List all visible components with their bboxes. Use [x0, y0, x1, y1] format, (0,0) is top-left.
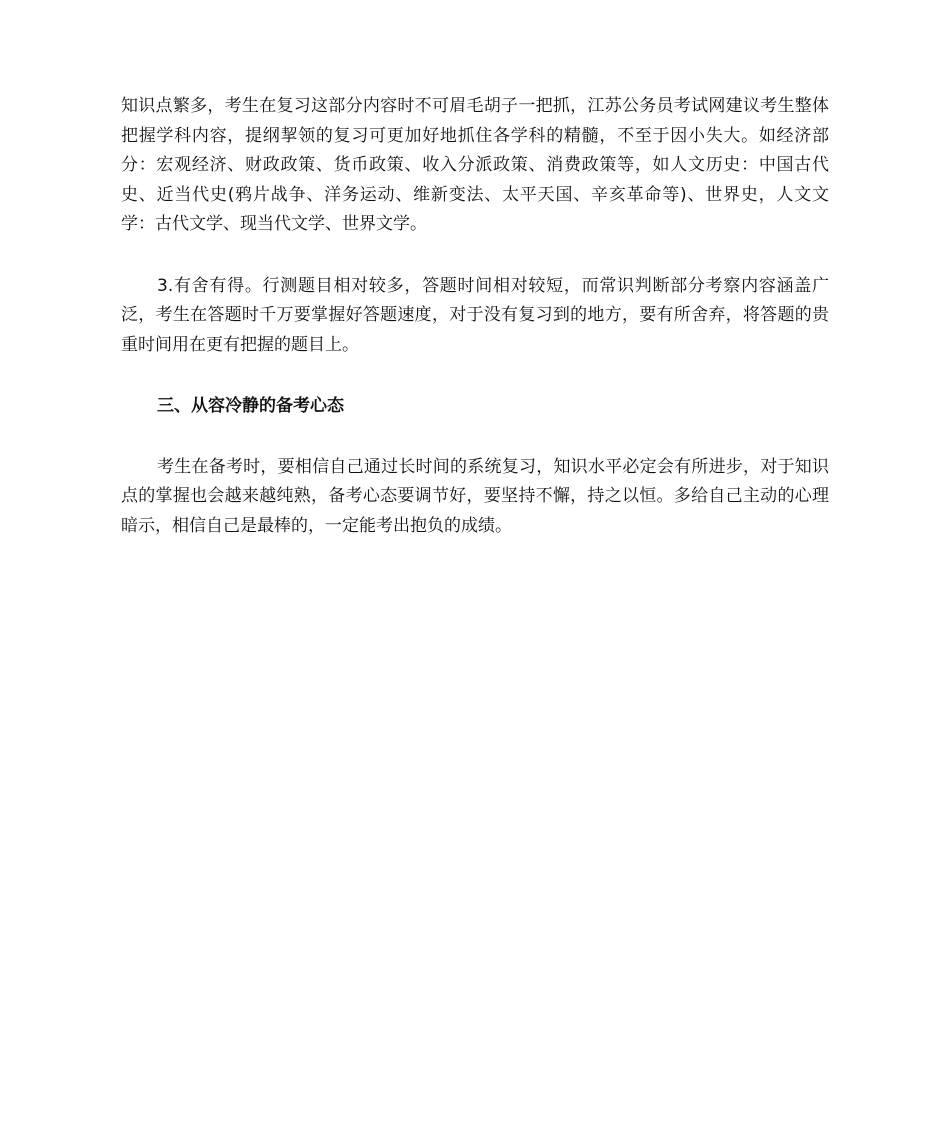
body-paragraph-knowledge-points: 知识点繁多，考生在复习这部分内容时不可眉毛胡子一把抓，江苏公务员考试网建议考生整体把握学科内容，提纲挈领的复习可更加好地抓住各学科的精髓，不至于因小失大。如经济部分：宏观经济、财政政策、货币政策、收入分派政策、消费政策等，如人文历史：中国古代史、近当代史(鸦片战争、洋务运动、维新变法、太平天国、辛亥革命等)、世界史，人文文学：古代文学、现当代文学、世界文学。 [121, 96, 829, 234]
body-paragraph-trade-offs: 3.有舍有得。行测题目相对较多，答题时间相对较短，而常识判断部分考察内容涵盖广泛，考生在答题时千万要掌握好答题速度，对于没有复习到的地方，要有所舍弃，将答题的贵重时间用在更有把握的题目上。 [121, 275, 829, 355]
body-paragraph-mindset: 考生在备考时，要相信自己通过长时间的系统复习，知识水平必定会有所进步，对于知识点的掌握也会越来越纯熟，备考心态要调节好，要坚持不懈，持之以恒。多给自己主动的心理暗示，相信自己是最棒的，一定能考出抱负的成绩。 [121, 456, 829, 536]
document-page [121, 92, 829, 541]
section-heading-exam-mindset: 三、从容冷静的备考心态 [157, 396, 344, 416]
